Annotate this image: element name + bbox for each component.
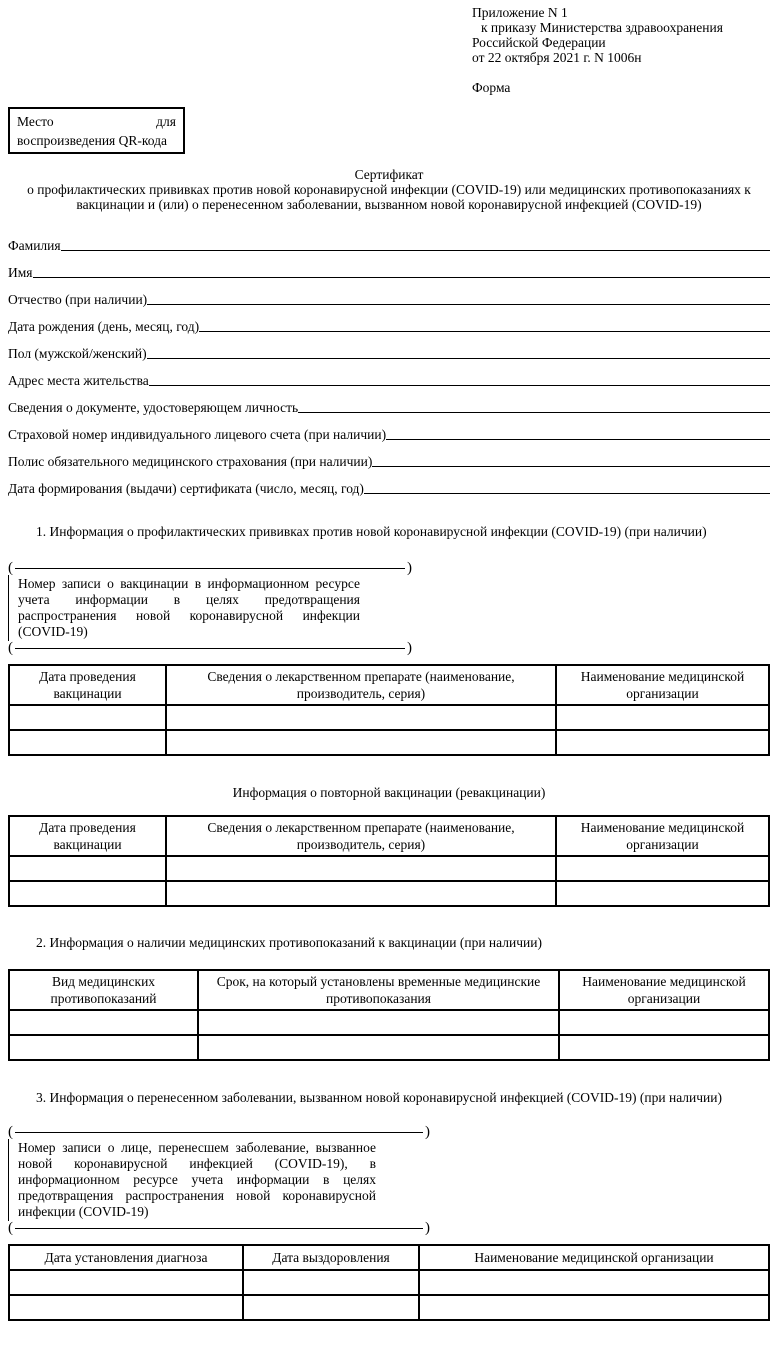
note-bottom-border <box>8 641 412 655</box>
note-top-border <box>8 1125 430 1139</box>
field-label: Адрес места жительства <box>8 373 149 388</box>
field-row-issue-date <box>8 470 770 497</box>
empty-cell <box>198 1035 559 1060</box>
illness-table <box>8 1244 770 1321</box>
col-header-vaccination-date: Дата проведения вакцинации <box>9 665 166 705</box>
qr-code-placeholder <box>8 107 185 154</box>
personal-data-fields <box>8 227 770 497</box>
table-header-row <box>9 665 769 705</box>
field-label: Отчество (при наличии) <box>8 292 148 307</box>
col-header-drug-info: Сведения о лекарственном препарате (наименование, производитель, серия) <box>166 665 556 705</box>
empty-cell <box>9 1270 243 1295</box>
empty-cell <box>198 1010 559 1035</box>
empty-cell <box>9 1035 198 1060</box>
empty-cell <box>556 881 769 906</box>
field-underline <box>147 358 770 359</box>
empty-cell <box>419 1295 769 1320</box>
field-underline <box>149 385 770 386</box>
contraindications-table <box>8 969 770 1061</box>
field-row-address <box>8 362 770 389</box>
horizontal-rule <box>15 1228 423 1229</box>
empty-cell <box>9 1295 243 1320</box>
revaccination-table <box>8 815 770 907</box>
close-paren: ) <box>407 640 412 656</box>
col-header-vaccination-date: Дата проведения вакцинации <box>9 816 166 856</box>
open-paren: ( <box>8 1220 13 1236</box>
empty-cell <box>9 730 166 755</box>
empty-cell <box>9 705 166 730</box>
empty-cell <box>166 856 556 881</box>
field-label: Дата рождения (день, месяц, год) <box>8 319 200 334</box>
empty-cell <box>556 705 769 730</box>
field-underline <box>364 493 770 494</box>
empty-cell <box>559 1035 769 1060</box>
order-reference-line1: к приказу Министерства здравоохранения <box>481 20 723 35</box>
col-header-medical-organization: Наименование медицинской организации <box>556 665 769 705</box>
table-row <box>9 1035 769 1060</box>
field-underline <box>147 304 770 305</box>
empty-cell <box>9 881 166 906</box>
field-label: Дата формирования (выдачи) сертификата (число, месяц, год) <box>8 481 364 496</box>
field-underline <box>386 439 770 440</box>
note-text: Номер записи о лице, перенесшем заболевание, вызванное новой коронавирусной инфекцией (COVID-19), в информационном ресурсе учета информации в целях предотвращения распространения новой коронавирусной инфекции (COVID-19) <box>8 1139 376 1221</box>
empty-cell <box>166 705 556 730</box>
vaccination-record-number-note <box>8 561 412 655</box>
open-paren: ( <box>8 560 13 576</box>
order-reference-line2: Российской Федерации <box>472 35 606 50</box>
vaccination-table <box>8 664 770 756</box>
col-header-contraindication-type: Вид медицинских противопоказаний <box>9 970 198 1010</box>
table-row <box>9 705 769 730</box>
field-label: Имя <box>8 265 33 280</box>
empty-cell <box>419 1270 769 1295</box>
col-header-diagnosis-date: Дата установления диагноза <box>9 1245 243 1270</box>
empty-cell <box>243 1270 419 1295</box>
order-date-number: от 22 октября 2021 г. N 1006н <box>472 50 642 65</box>
note-text: Номер записи о вакцинации в информационном ресурсе учета информации в целях предотвращения распространения новой коронавирусной инфекции (COVID-19) <box>8 575 360 641</box>
empty-cell <box>556 730 769 755</box>
table-row <box>9 1010 769 1035</box>
table-row <box>9 856 769 881</box>
empty-cell <box>243 1295 419 1320</box>
close-paren: ) <box>407 560 412 576</box>
col-header-medical-organization: Наименование медицинской организации <box>559 970 769 1010</box>
section-1-heading: 1. Информация о профилактических прививках против новой коронавирусной инфекции (COVID-19) (при наличии) <box>36 524 707 539</box>
empty-cell <box>556 856 769 881</box>
illness-record-number-note <box>8 1125 430 1235</box>
col-header-contraindication-term: Срок, на который установлены временные медицинские противопоказания <box>198 970 559 1010</box>
field-underline <box>298 412 770 413</box>
close-paren: ) <box>425 1124 430 1140</box>
section-3-heading: 3. Информация о перенесенном заболевании, вызванном новой коронавирусной инфекцией (COVID-19) (при наличии) <box>36 1090 723 1105</box>
appendix-reference <box>472 5 770 65</box>
note-bottom-border <box>8 1221 430 1235</box>
table-header-row <box>9 970 769 1010</box>
field-row-snils <box>8 416 770 443</box>
col-header-medical-organization: Наименование медицинской организации <box>419 1245 769 1270</box>
field-underline <box>372 466 770 467</box>
qr-placeholder-text: Место для воспроизведения QR-кода <box>17 114 176 148</box>
field-underline <box>61 250 770 251</box>
empty-cell <box>9 856 166 881</box>
appendix-number: Приложение N 1 <box>472 5 568 20</box>
field-row-identity-document <box>8 389 770 416</box>
empty-cell <box>166 881 556 906</box>
open-paren: ( <box>8 640 13 656</box>
table-row <box>9 730 769 755</box>
field-row-patronymic <box>8 281 770 308</box>
field-label: Фамилия <box>8 238 61 253</box>
empty-cell <box>166 730 556 755</box>
horizontal-rule <box>15 648 405 649</box>
field-row-oms-policy <box>8 443 770 470</box>
table-header-row <box>9 816 769 856</box>
table-row <box>9 1295 769 1320</box>
horizontal-rule <box>15 568 405 569</box>
section-2-heading: 2. Информация о наличии медицинских противопоказаний к вакцинации (при наличии) <box>36 935 542 950</box>
col-header-drug-info: Сведения о лекарственном препарате (наименование, производитель, серия) <box>166 816 556 856</box>
form-label: Форма <box>472 80 511 95</box>
revaccination-subtitle: Информация о повторной вакцинации (ревакцинации) <box>232 785 546 800</box>
field-label: Страховой номер индивидуального лицевого счета (при наличии) <box>8 427 387 442</box>
horizontal-rule <box>15 1132 423 1133</box>
empty-cell <box>559 1010 769 1035</box>
field-label: Сведения о документе, удостоверяющем личность <box>8 400 299 415</box>
note-top-border <box>8 561 412 575</box>
col-header-medical-organization: Наименование медицинской организации <box>556 816 769 856</box>
field-label: Полис обязательного медицинского страхования (при наличии) <box>8 454 373 469</box>
field-row-firstname <box>8 254 770 281</box>
field-underline <box>199 331 770 332</box>
certificate-title-word: Сертификат <box>354 167 424 182</box>
table-row <box>9 881 769 906</box>
empty-cell <box>9 1010 198 1035</box>
field-row-surname <box>8 227 770 254</box>
open-paren: ( <box>8 1124 13 1140</box>
field-underline <box>33 277 770 278</box>
close-paren: ) <box>425 1220 430 1236</box>
table-row <box>9 1270 769 1295</box>
field-row-birthdate <box>8 308 770 335</box>
certificate-title-description: о профилактических прививках против новой коронавирусной инфекции (COVID-19) или медицинских противопоказаниях к вакцинации и (или) о перенесенном заболевании, вызванном новой коронавирусной инфекцией (COVID-19) <box>27 182 751 212</box>
certificate-title <box>8 167 770 212</box>
table-header-row <box>9 1245 769 1270</box>
field-label: Пол (мужской/женский) <box>8 346 147 361</box>
field-row-sex <box>8 335 770 362</box>
col-header-recovery-date: Дата выздоровления <box>243 1245 419 1270</box>
